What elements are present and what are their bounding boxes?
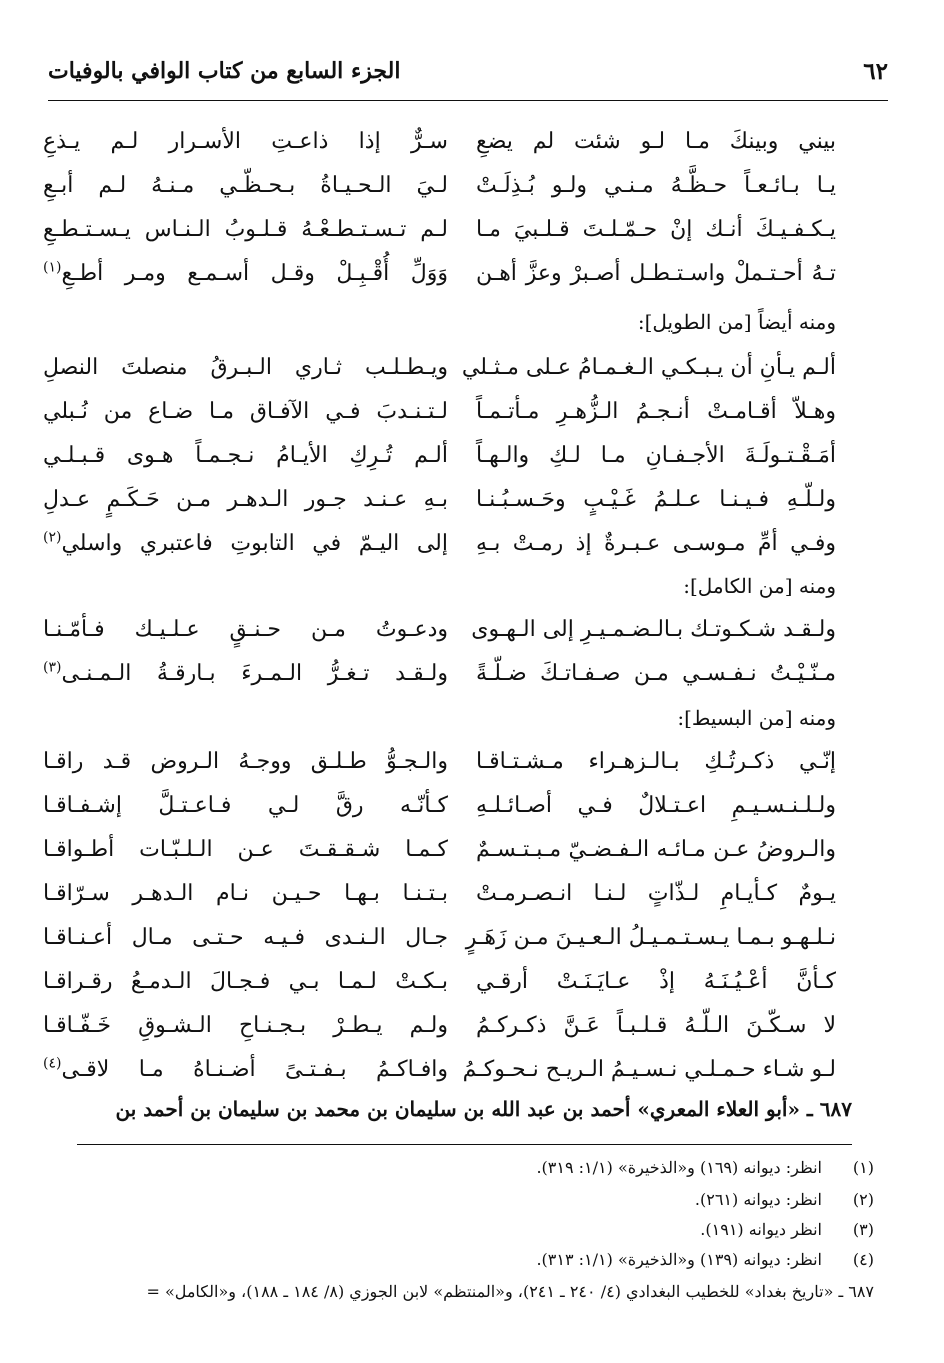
footnote-text: انظر: ديوانه (٢٦١). xyxy=(694,1190,822,1209)
verse-row xyxy=(0,164,944,208)
verse-second-hemistich: سـرٌّ إذا ذاعـتِ الأسـرار لـم يـذعِ xyxy=(43,129,448,154)
verse-first-hemistich: يـا بـائـعـاً حـظَّـهُ مـنـي ولـو بُـذِلَـتْ xyxy=(476,173,836,198)
verse-first-hemistich: يـومٌ كـأيـامِ لـذّاتٍ لـنـا انـصـرمـتْ xyxy=(476,881,836,906)
page-number: ٦٢ xyxy=(863,58,888,85)
running-header xyxy=(48,58,888,98)
verse-row xyxy=(0,784,944,828)
verse-row xyxy=(0,478,944,522)
verse-first-hemistich: يـكـفـيـكَ أنـك إنْ حـمّـلـتَ قـلـبيَ مـا xyxy=(476,217,836,242)
hemistich-text: إلى اليـمّ في التابوتِ فاعتبري واسلي xyxy=(61,531,448,556)
verse-second-hemistich: لـم تـسـتـطـعْـهُ قـلـوبُ الـنـاس يـسـتـطـعِ xyxy=(43,217,448,242)
verse-first-hemistich: نـلـهـو بـمـا يـسـتـمـيـلُ الـعـيـنَ مـن زَهَـرٍ xyxy=(465,925,836,950)
verse-second-hemistich: ودعـوتُ مـن حـنـقٍ عـلـيـك فـأمّـنـا xyxy=(43,617,448,642)
hemistich-text: ولـقـد تـغـرُّ الـمـرءَ بـارقـةُ الـمـنـى xyxy=(61,661,448,686)
footnote xyxy=(536,1154,874,1182)
verse-first-hemistich: تـهُ أحـتـملْ واسـتـطـل أصـبرْ وعزَّ أهـن xyxy=(476,261,836,286)
verse-row xyxy=(0,872,944,916)
verse-row xyxy=(0,740,944,784)
verse-row xyxy=(0,208,944,252)
verse-second-hemistich xyxy=(43,1048,448,1092)
verse-second-hemistich: بـكـتْ لـمـا بـي فـجـالَ الـدمـعُ رقـراقـا xyxy=(43,969,448,994)
footnote-marker: (٢) xyxy=(43,529,62,546)
verse-first-hemistich: بيني وبينكَ مـا لـو شئت لم يضعِ xyxy=(476,129,836,154)
footnote-text: انظر ديوانه (١٩١). xyxy=(700,1220,822,1239)
verse-row xyxy=(0,828,944,872)
verse-second-hemistich: كـأنّـه رقَّ لـي فـاعـتـلَّ إشـفـاقـا xyxy=(43,793,448,818)
footnote-rule xyxy=(77,1144,852,1145)
verse-first-hemistich: ولـلـنـسـيـمِ اعـتـلالٌ فـي أصـائـلـهِ xyxy=(476,793,836,818)
verse-second-hemistich: لـيَ الـحـيـاةُ بـحـظّـي مـنـهُ لـم أبـعِ xyxy=(43,173,448,198)
verse-row xyxy=(0,652,944,696)
verse-first-hemistich: ولـلّـهِ فـيـنـا عـلـمُ غَـيْـبٍ وحَـسـبُـنـا xyxy=(476,487,836,512)
footnote-number: (٢) xyxy=(852,1190,874,1209)
biography-heading: ٦٨٧ ـ «أبو العلاء المعري» أحمد بن عبد الله بن سليمان بن محمد بن سليمان بن أحمد بن xyxy=(115,1097,852,1121)
footnote-text: انظر: ديوانه (١٦٩) و«الذخيرة» (١/١: ٣١٩). xyxy=(536,1158,822,1177)
footnote-marker: (٣) xyxy=(43,659,62,676)
verse-first-hemistich: والـروضُ عـن مـائـه الـفـضـيّ مـبـتـسـمٌ xyxy=(476,837,836,862)
verse-row xyxy=(0,390,944,434)
footnote-number: (١) xyxy=(852,1158,874,1177)
verse-row xyxy=(0,346,944,390)
verse-row xyxy=(0,608,944,652)
verse-row xyxy=(0,916,944,960)
verse-first-hemistich: كـأنَّ أعْـيُـنَـهُ إذْ عـايَـنَـتْ أرقـي xyxy=(476,969,836,994)
verse-first-hemistich: إنّـي ذكـرتُـكِ بـالـزهـراء مـشـتـاقـا xyxy=(476,749,836,774)
verse-row xyxy=(0,252,944,296)
verse-first-hemistich: ألـم يـأنِ أن يـبـكـي الـغـمـامُ عـلى مـثـلي xyxy=(461,355,836,380)
footnote-text: انظر: ديوانه (١٣٩) و«الذخيرة» (١/١: ٣١٣). xyxy=(536,1250,822,1269)
verse-first-hemistich: لـو شـاء حـمـلـي نـسـيـمُ الـريـح نـحـوكـمُ xyxy=(462,1057,836,1082)
poem-intro: ومنه [من البسيط]: xyxy=(677,706,836,730)
verse-second-hemistich xyxy=(43,252,448,296)
footnote xyxy=(695,1186,874,1214)
verse-second-hemistich: بـهِ عـنـد جـور الـدهـر مـن حَـكَـمٍ عـدلِ xyxy=(43,487,448,512)
footnote xyxy=(536,1246,874,1274)
poem-intro: ومنه أيضاً [من الطويل]: xyxy=(637,310,836,334)
verse-first-hemistich: أمَـقْـتـولَـةَ الأجـفـانِ مـا لـكِ والـهـاً xyxy=(476,443,836,468)
verse-row xyxy=(0,1004,944,1048)
verse-row xyxy=(0,1048,944,1092)
verse-first-hemistich: وهـلاّ أقـامـتْ أنـجـمُ الـزُّهـرِ مـأتـمـاً xyxy=(476,399,836,424)
verse-second-hemistich: بـتـنـا بـهـا حـيـن نـام الـدهـر سـرّاقـا xyxy=(43,881,448,906)
biography-footnote: ٦٨٧ ـ «تاريخ بغداد» للخطيب البغدادي (٤/ ٢٤٠ ـ ٢٤١)، و«المنتظم» لابن الجوزي (٨/ ١٨٤ ـ ١٨٨)، و«الكامل» = xyxy=(146,1282,874,1301)
verse-row xyxy=(0,522,944,566)
verse-second-hemistich: لـتـنـدبَ فـي الآفـاق مـا ضـاع من نُـبلي xyxy=(43,399,448,424)
footnote-marker: (١) xyxy=(43,259,62,276)
verse-first-hemistich: وفـي أمِّ مـوسـى عـبـرةٌ إذ رمـتْ بـهِ xyxy=(476,531,836,556)
verse-second-hemistich: ولـم يـطـرْ بـجـنـاحِ الـشـوقِ خَـفّـاقـا xyxy=(43,1013,448,1038)
verse-second-hemistich xyxy=(43,652,448,696)
verse-second-hemistich: كـمـا شـقـقـتَ عـن الـلـبّـات أطـواقـا xyxy=(43,837,448,862)
verse-second-hemistich: ألـم تُـرِكِ الأيـامُ نـجـمـاً هـوى قـبـلـي xyxy=(43,443,448,468)
verse-second-hemistich: ويـطـلـب ثـاري الـبـرقُ منصلتَ النصلِ xyxy=(43,355,448,380)
verse-second-hemistich: والـجـوُّ طـلـق ووجـهُ الـروض قـد راقـا xyxy=(43,749,448,774)
verse-first-hemistich: لا سـكّـنَ الـلّـهُ قـلـبـاً عَـنَّ ذكـركـمُ xyxy=(476,1013,836,1038)
verse-second-hemistich xyxy=(43,522,448,566)
verse-row xyxy=(0,120,944,164)
verse-row xyxy=(0,434,944,478)
footnote-number: (٤) xyxy=(852,1250,874,1269)
verse-first-hemistich: مـنّـيْـتُ نـفـسـي مـن صـفـاتـكَ ضـلّـةً xyxy=(476,661,836,686)
verse-second-hemistich: جـال الـنـدى فـيـه حـتـى مـال أعـنـاقـا xyxy=(43,925,448,950)
hemistich-text: وَوَلِّ أُقْـبِـلْ وقـل أسـمـع ومـر أطـعِ xyxy=(61,261,448,286)
footnote-marker: (٤) xyxy=(43,1055,62,1072)
verse-first-hemistich: ولـقـد شـكـوتـك بـالـضـمـيـرِ إلى الـهـوى xyxy=(471,617,836,642)
header-rule xyxy=(48,100,888,101)
poem-intro: ومنه [من الكامل]: xyxy=(683,574,836,598)
footnote-number: (٣) xyxy=(852,1220,874,1239)
footnote xyxy=(700,1216,874,1244)
hemistich-text: وافـاكـمُ بـفـتـىً أضـنـاهُ مـا لاقـى xyxy=(61,1057,448,1082)
book-title: الجزء السابع من كتاب الوافي بالوفيات xyxy=(48,58,401,84)
verse-row xyxy=(0,960,944,1004)
